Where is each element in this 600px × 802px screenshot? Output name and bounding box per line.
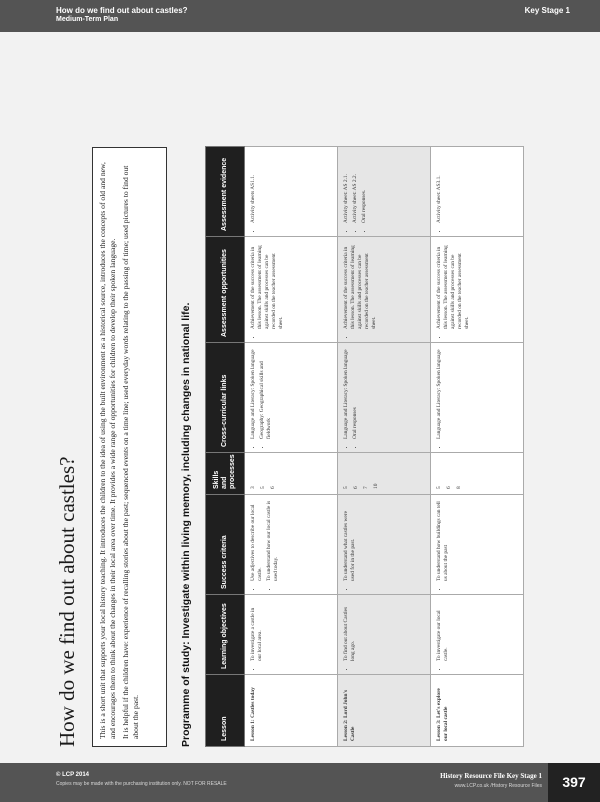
intro-paragraph-1: This is a short unit that supports your local history teaching. It introduces the children to the idea of using the built environment as a historical source, introduces the concepts of old and new, and encourages them to think about the changes in their local area over time. It provides a wide range of opportunities for children to develop their spoken language. — [98, 162, 117, 739]
header-subtitle: Medium-Term Plan — [56, 16, 119, 23]
list-item: • Geography: Geographical skills and fieldwork — [259, 348, 273, 439]
opportunities-cell — [431, 237, 524, 343]
table-header-row — [206, 147, 245, 747]
criteria-cell — [245, 495, 338, 595]
column-header: Assessment evidence — [206, 147, 245, 237]
list-item: • Use adjectives to describe our local castle. — [250, 500, 264, 581]
list-item: • Oral responses. — [361, 152, 368, 223]
skill-number: 6 — [353, 486, 359, 489]
opportunities-cell — [245, 237, 338, 343]
key-stage-label: Key Stage 1 — [524, 6, 570, 15]
skill-number: 5 — [260, 486, 266, 489]
list-item: • Achievement of the success criteria in this lesson. The assessment of learning against skills and processes can be recorded on the teacher assessment sheet. — [343, 242, 378, 329]
criteria-cell — [338, 495, 431, 595]
page-header — [0, 0, 600, 32]
intro-box — [92, 147, 167, 747]
resource-title: History Resource File Key Stage 1 — [440, 772, 542, 780]
table-row — [431, 147, 524, 747]
objectives-cell — [245, 595, 338, 675]
skill-number: 10 — [373, 483, 379, 489]
page-footer — [0, 763, 600, 802]
list-item: • To understand how buildings can tell us about the past — [436, 500, 450, 581]
column-header: Learning objectives — [206, 595, 245, 675]
column-header: Cross-curricular links — [206, 343, 245, 453]
rotated-content — [0, 90, 540, 795]
column-header: Lesson — [206, 675, 245, 747]
column-header: Assessment opportunities — [206, 237, 245, 343]
list-item: • To understand how our local castle is used today. — [266, 500, 280, 581]
list-item: • Oral responses — [352, 348, 359, 439]
list-item: • Activity sheet: AS 2.1. — [343, 152, 350, 223]
list-item: • Activity sheet: AS3.1. — [436, 152, 443, 223]
lesson-cell: Lesson 2: Lord John's Castle — [338, 675, 431, 747]
skill-number: 7 — [363, 486, 369, 489]
page-title: How do we find out about castles? — [55, 456, 79, 747]
links-cell — [245, 343, 338, 453]
list-item: • To investigate our local castle. — [436, 600, 450, 661]
evidence-cell — [431, 147, 524, 237]
header-title: How do we find out about castles? — [56, 6, 188, 15]
skill-number: 5 — [343, 486, 349, 489]
lesson-cell: Lesson 1: Castles today — [245, 675, 338, 747]
skill-number: 8 — [456, 486, 462, 489]
evidence-cell — [338, 147, 431, 237]
page-number: 397 — [548, 763, 600, 802]
plan-table — [205, 146, 524, 747]
programme-of-study: Programme of study: Investigate within living memory, including changes in national life. — [180, 302, 192, 747]
skills-cell — [431, 453, 524, 495]
criteria-cell — [431, 495, 524, 595]
links-cell — [338, 343, 431, 453]
skill-number: 3 — [250, 486, 256, 489]
table-row — [338, 147, 431, 747]
copyright-text: © LCP 2014 — [56, 772, 89, 778]
skill-number: 6 — [270, 486, 276, 489]
list-item: • To investigate a castle in our local area. — [250, 600, 264, 661]
website-text: www.LCP.co.uk /History Resource Files — [454, 783, 542, 789]
column-header: Success criteria — [206, 495, 245, 595]
links-cell — [431, 343, 524, 453]
list-item: • To understand what castles were used for in the past. — [343, 500, 357, 581]
list-item: • Achievement of the success criteria in this lesson. The assessment of learning against skills and processes can be recorded on the teacher assessment sheet. — [250, 242, 285, 329]
skills-cell — [338, 453, 431, 495]
lesson-cell: Lesson 3: Let's explore our local castle — [431, 675, 524, 747]
table-row — [245, 147, 338, 747]
skills-cell — [245, 453, 338, 495]
list-item: • Language and Literacy: Spoken language — [436, 348, 443, 439]
list-item: • Activity sheet: AS 2.2. — [352, 152, 359, 223]
list-item: • Language and Literacy: Spoken language — [343, 348, 350, 439]
copy-note: Copies may be made with the purchasing institution only. NOT FOR RESALE — [56, 781, 227, 787]
objectives-cell — [338, 595, 431, 675]
intro-paragraph-2: It is helpful if the children have: experience of recalling stories about the past; sequenced events on a time line; used everyday words relating to the passing of time; used pictures to find out about the past. — [121, 165, 140, 739]
list-item: • Achievement of the success criteria in this lesson. The assessment of learning against skills and processes can be recorded on the teacher assessment sheet. — [436, 242, 471, 329]
objectives-cell — [431, 595, 524, 675]
opportunities-cell — [338, 237, 431, 343]
skill-number: 6 — [446, 486, 452, 489]
skill-number: 5 — [436, 486, 442, 489]
list-item: • Activity sheets AS1.1. — [250, 152, 257, 223]
list-item: • To find out about Castles long ago. — [343, 600, 357, 661]
column-header: Skills and processes — [206, 453, 245, 495]
list-item: • Language and Literacy: Spoken language — [250, 348, 257, 439]
evidence-cell — [245, 147, 338, 237]
